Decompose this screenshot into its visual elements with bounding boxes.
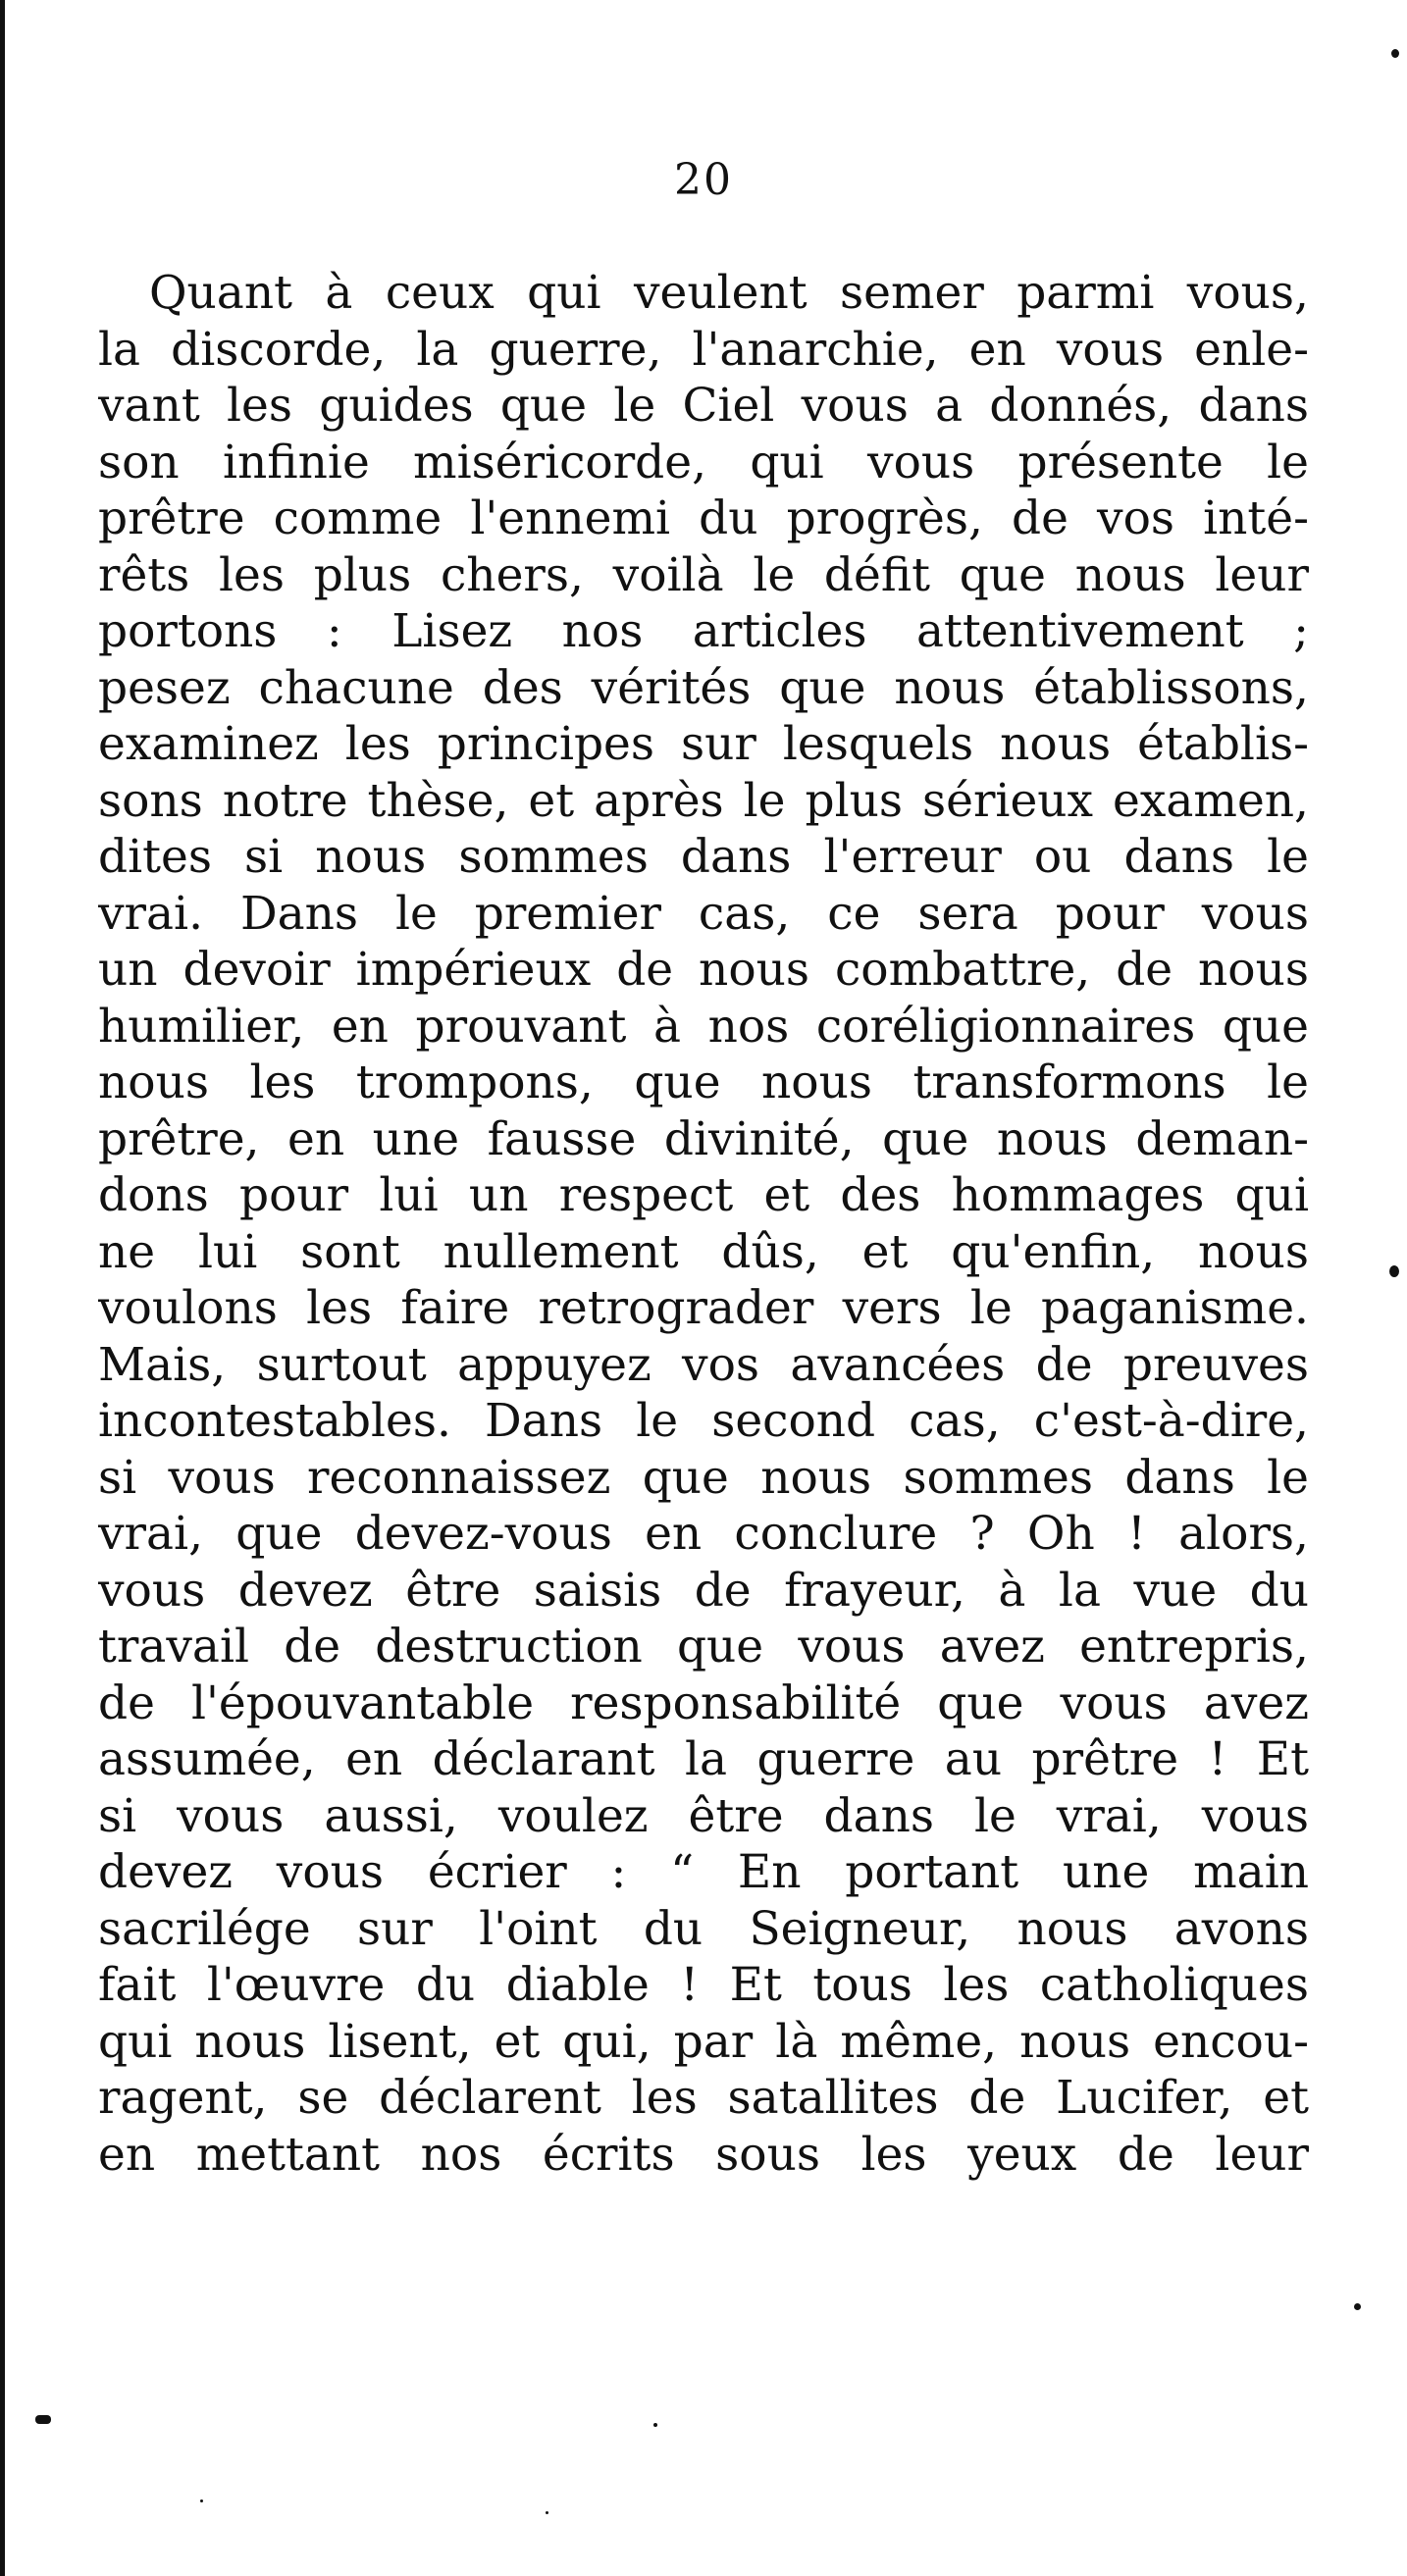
text-line: devez vous écrier : “ En portant une main — [98, 1845, 1309, 1899]
text-line: assumée, en déclarant la guerre au prêtre ! Et — [98, 1732, 1309, 1786]
text-line: travail de destruction que vous avez entrepris, — [98, 1620, 1309, 1674]
text-line: son infinie miséricorde, qui vous présente le — [98, 435, 1309, 489]
text-line: rêts les plus chers, voilà le défit que nous leur — [98, 547, 1309, 602]
text-line: ne lui sont nullement dûs, et qu'enfin, nous — [98, 1224, 1309, 1279]
text-line: vant les guides que le Ciel vous a donnés, dans — [98, 379, 1309, 433]
text-line: prêtre, en une fausse divinité, que nous deman- — [98, 1111, 1309, 1166]
text-line: humilier, en prouvant à nos coréligionnaires que — [98, 999, 1309, 1054]
text-line: Mais, surtout appuyez vos avancées de preuves — [98, 1337, 1309, 1392]
text-line: si vous reconnaissez que nous sommes dans le — [98, 1450, 1309, 1505]
text-line: examinez les principes sur lesquels nous établis- — [98, 717, 1309, 771]
text-line: dites si nous sommes dans l'erreur ou dans le — [98, 830, 1309, 884]
scan-speck — [653, 2423, 657, 2427]
text-line: un devoir impérieux de nous combattre, de nous — [98, 943, 1309, 997]
text-line: ragent, se déclarent les satallites de Lucifer, et — [98, 2071, 1309, 2125]
text-line: pesez chacune des vérités que nous établissons, — [98, 660, 1309, 715]
text-line: vous devez être saisis de frayeur, à la vue du — [98, 1563, 1309, 1618]
text-line: vrai. Dans le premier cas, ce sera pour vous — [98, 886, 1309, 941]
text-line: dons pour lui un respect et des hommages qui — [98, 1168, 1309, 1222]
body-paragraph — [98, 265, 1309, 2183]
text-line: incontestables. Dans le second cas, c'est-à-dire, — [98, 1394, 1309, 1448]
text-line: voulons les faire retrograder vers le paganisme. — [98, 1281, 1309, 1335]
page-edge-rule — [0, 0, 5, 2576]
text-line: la discorde, la guerre, l'anarchie, en vous enle- — [98, 322, 1309, 377]
scan-speck — [546, 2511, 548, 2514]
text-line: de l'épouvantable responsabilité que vous avez — [98, 1675, 1309, 1730]
text-line: en mettant nos écrits sous les yeux de leur — [98, 2127, 1309, 2182]
page-number: 20 — [674, 155, 733, 205]
scan-speck — [1389, 1265, 1399, 1277]
text-line: sacrilége sur l'oint du Seigneur, nous avons — [98, 1901, 1309, 1956]
text-line: si vous aussi, voulez être dans le vrai, vous — [98, 1788, 1309, 1843]
scan-speck — [1354, 2303, 1361, 2310]
text-line: qui nous lisent, et qui, par là même, nous encou- — [98, 2014, 1309, 2069]
text-line: prêtre comme l'ennemi du progrès, de vos inté- — [98, 491, 1309, 545]
text-line: sons notre thèse, et après le plus sérieux examen, — [98, 773, 1309, 828]
scan-speck — [1391, 49, 1399, 58]
text-line: fait l'œuvre du diable ! Et tous les catholiques — [98, 1958, 1309, 2012]
text-line: Quant à ceux qui veulent semer parmi vous, — [149, 266, 1309, 320]
text-line: nous les trompons, que nous transformons le — [98, 1056, 1309, 1109]
scan-speck — [35, 2415, 51, 2424]
scan-speck — [200, 2499, 203, 2502]
text-line: vrai, que devez-vous en conclure ? Oh ! alors, — [98, 1507, 1309, 1561]
text-line: portons : Lisez nos articles attentivement ; — [98, 604, 1309, 658]
